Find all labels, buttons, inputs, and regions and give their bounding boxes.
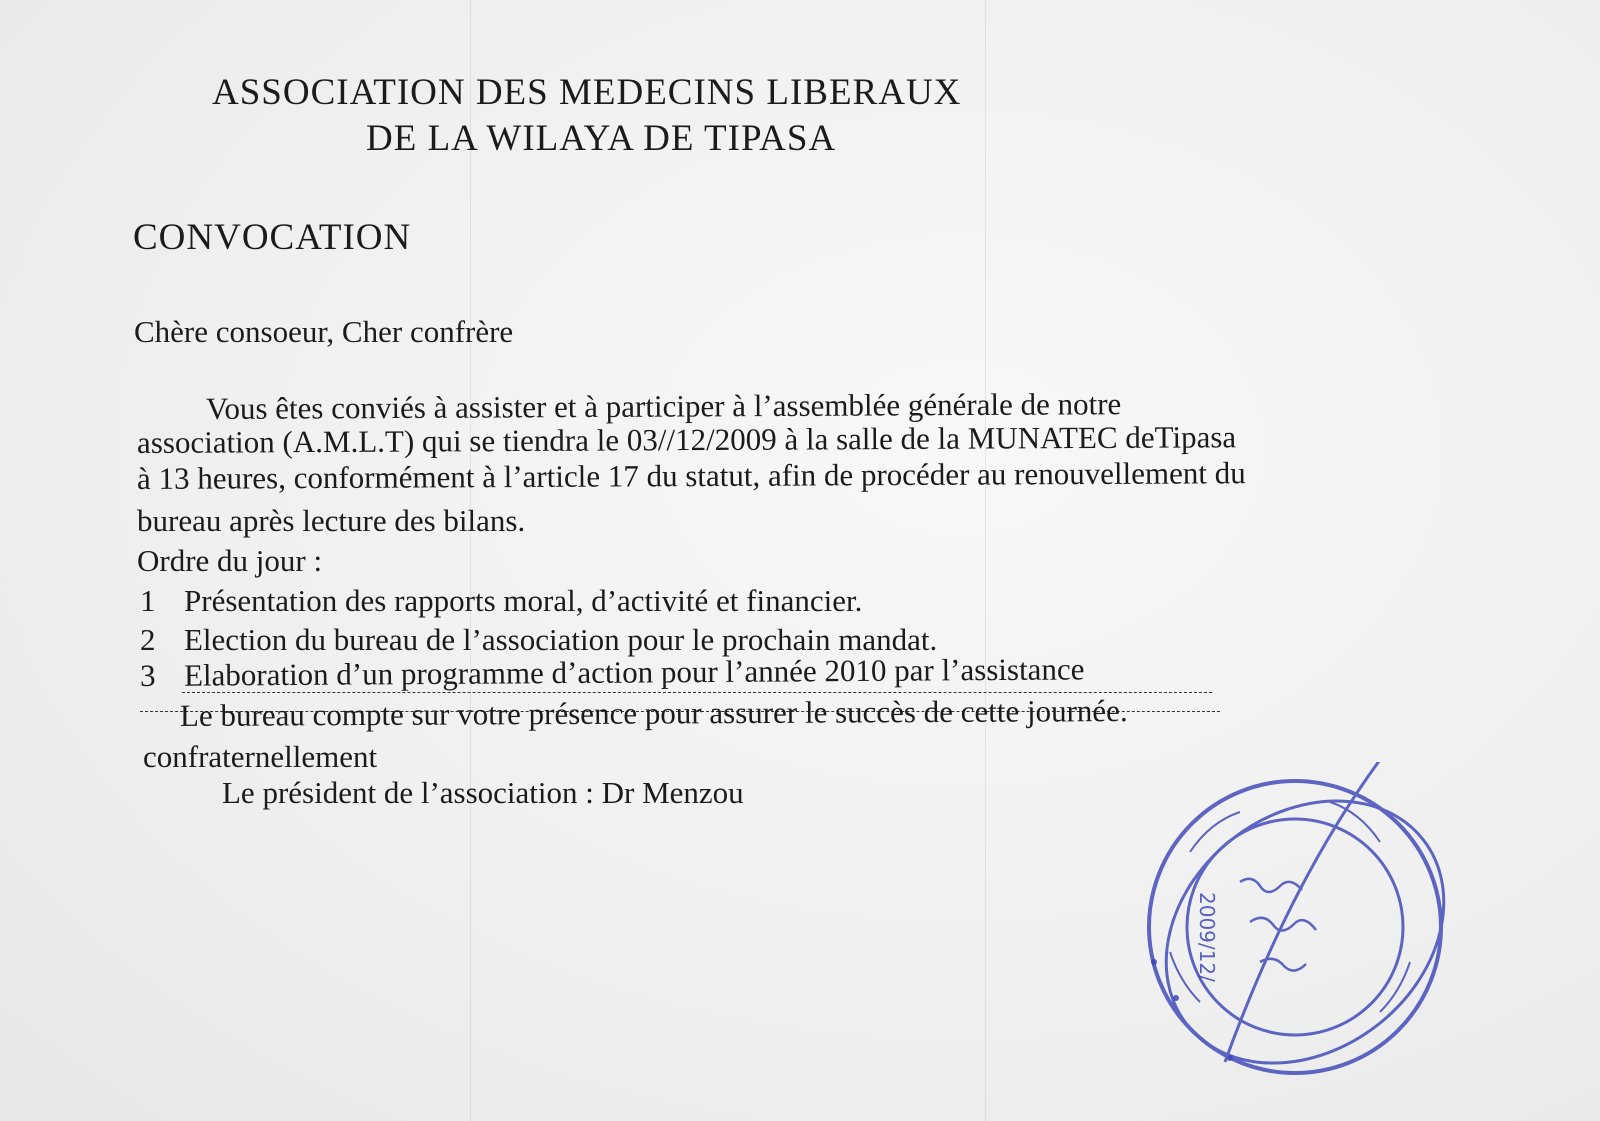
document-title: CONVOCATION: [133, 217, 412, 258]
association-stamp: [1130, 762, 1460, 1092]
body-line-4: bureau après lecture des bilans.: [137, 503, 526, 538]
paper-crease: [985, 0, 986, 1121]
association-name-line1: ASSOCIATION DES MEDECINS LIBERAUX: [212, 72, 962, 113]
agenda-item-number: 2: [140, 622, 156, 657]
agenda-item-text: Elaboration d’un programme d’action pour l’année 2010 par l’assistance: [183, 651, 1085, 693]
stamp-date: 2009/12/: [1195, 892, 1219, 982]
agenda-item-text: Election du bureau de l’association pour le prochain mandat.: [184, 622, 938, 657]
agenda-item: [140, 653, 1085, 691]
agenda-item-number: 1: [140, 583, 156, 618]
body-line-3: à 13 heures, conformément à l’article 17 du statut, afin de procéder au renouvellement du: [136, 455, 1246, 496]
agenda-item: [140, 585, 862, 616]
agenda-item-number: 3: [139, 657, 156, 693]
salutation: Chère consoeur, Cher confrère: [134, 314, 514, 349]
body-line-2: association (A.M.L.T) qui se tiendra le 03//12/2009 à la salle de la MUNATEC deTipasa: [136, 419, 1237, 460]
agenda-item-text: Présentation des rapports moral, d’activité et financier.: [184, 583, 863, 618]
signature-line: Le président de l’association : Dr Menzou: [222, 775, 744, 810]
agenda-heading: Ordre du jour :: [137, 543, 323, 578]
closing-word: confraternellement: [143, 739, 378, 774]
agenda-item: [140, 624, 937, 655]
paper-crease: [470, 0, 471, 1121]
association-name-line2: DE LA WILAYA DE TIPASA: [366, 118, 837, 159]
body-line-1: Vous êtes conviés à assister et à participer à l’assemblée générale de notre: [205, 386, 1122, 426]
closing-line: Le bureau compte sur votre présence pour assurer le succès de cette journée.: [179, 693, 1128, 733]
